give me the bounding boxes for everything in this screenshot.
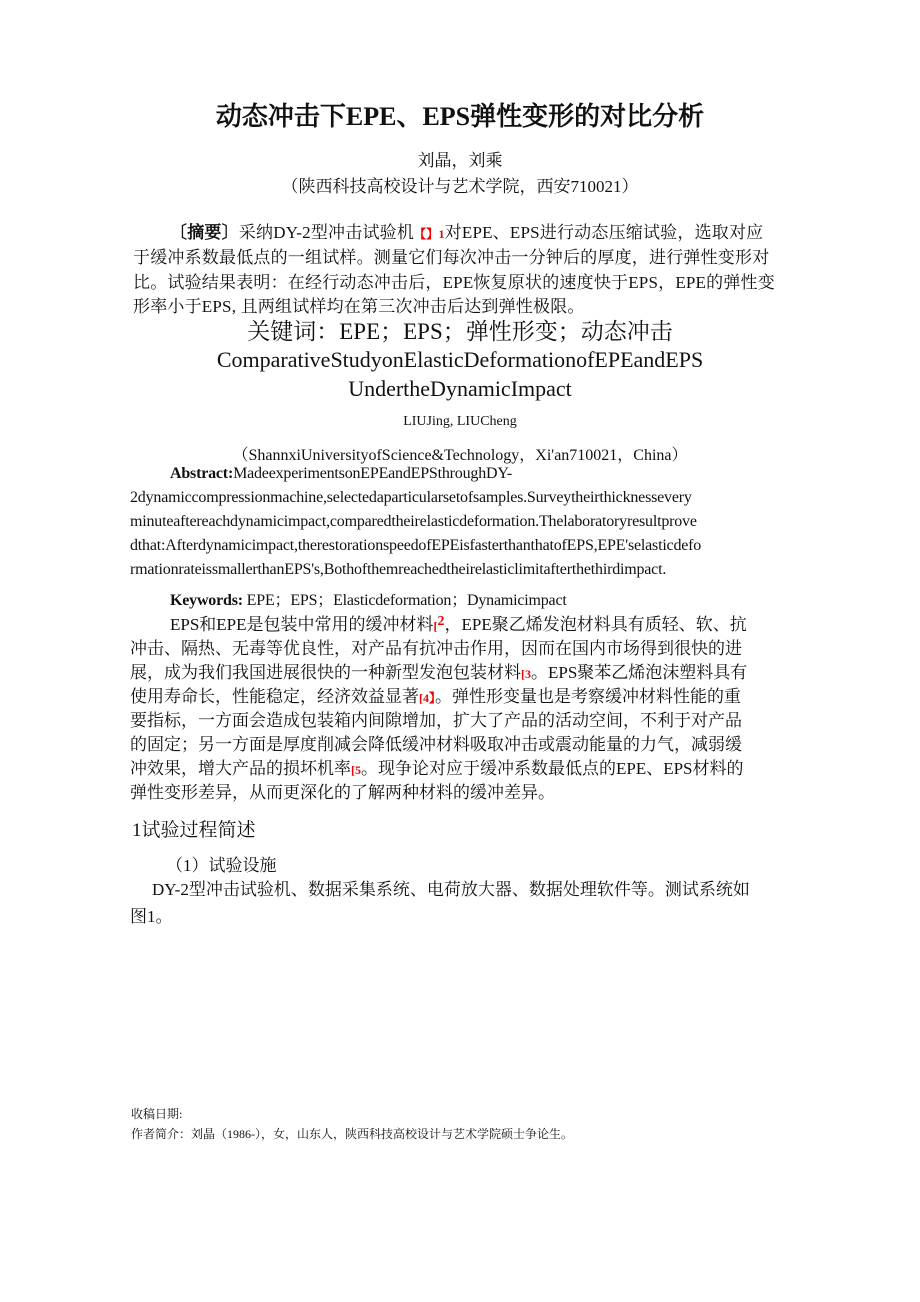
title-en-line: UndertheDynamicImpact	[348, 376, 572, 401]
abstract-en-label: Abstract:	[170, 465, 234, 482]
received-date: 收稿日期:	[131, 1107, 183, 1121]
text: ，EPE聚乙烯发泡材料具有质轻、软、抗	[444, 615, 747, 634]
text: MadeexperimentsonEPEandEPSthroughDY-	[233, 465, 513, 482]
section-heading: 1试验过程简述	[132, 820, 256, 841]
citation[interactable]: [3	[521, 667, 531, 681]
text: 。EPS聚苯乙烯泡沫塑料具有	[531, 663, 748, 682]
abstract-en-line: minuteaftereachdynamicimpact,comparedtheirelasticdeformation.Thelaboratoryresultprove	[130, 513, 697, 530]
subsection-heading: （1）试验设施	[166, 856, 277, 875]
para-line	[130, 658, 747, 683]
citation[interactable]: [5	[351, 763, 361, 777]
para-line: 要指标，一方面会造成包装箱内间隙增加，扩大了产品的活动空间，不利于对产品	[130, 711, 742, 730]
text: 。现争论对应于缓冲系数最低点的EPE、EPS材料的	[361, 759, 744, 778]
para-line: 弹性变形差异，从而更深化的了解两种材料的缓冲差异。	[130, 783, 555, 802]
para-line: 冲击、隔热、无毒等优良性，对产品有抗冲击作用，因而在国内市场得到很快的进	[130, 639, 742, 658]
text: EPS和EPE是包装中常用的缓冲材料	[170, 615, 434, 634]
authors-en: LIUJing, LIUCheng	[403, 414, 517, 429]
text: 。弹性形变量也是考察缓冲材料性能的重	[435, 687, 741, 706]
para-line	[170, 610, 747, 635]
abstract-line: 于缓冲系数最低点的一组试样。测量它们每次冲击一分钟后的厚度，进行弹性变形对	[133, 248, 770, 267]
abstract-label: 〔摘要〕	[170, 223, 239, 242]
affiliation: （陕西科技高校设计与艺术学院，西安710021）	[281, 177, 639, 196]
text: 采纳DY-2型冲击试验机	[238, 223, 415, 242]
text: 使用寿命长，性能稳定，经济效益显著	[130, 687, 419, 706]
paper-title: 动态冲击下EPE、EPS弹性变形的对比分析	[215, 102, 705, 131]
text: 对EPE、EPS进行动态压缩试验，选取对应	[444, 223, 764, 242]
para-line: 的固定；另一方面是厚度削减会降低缓冲材料吸取冲击或震动能量的力气，减弱缓	[130, 735, 742, 754]
citation[interactable]: [4】	[419, 691, 435, 705]
authors: 刘晶，刘乘	[417, 151, 503, 170]
text: 冲效果，增大产品的损坏机率	[130, 759, 351, 778]
abstract-line: 形率小于EPS, 且两组试样均在第三次冲击后达到弹性极限。	[133, 297, 585, 316]
abstract-en-line: rmationrateissmallerthanEPS's,Bothofthemreachedtheirelasticlimitafterthethirdimpact.	[130, 561, 667, 578]
keywords-en	[170, 587, 567, 610]
para-line	[130, 754, 744, 779]
abstract-line	[170, 218, 763, 243]
citation[interactable]: [2	[433, 614, 445, 633]
keywords-cn: 关键词：EPE；EPS；弹性形变；动态冲击	[247, 319, 673, 344]
author-bio: 作者简介：刘晶（1986-），女，山东人，陕西科技高校设计与艺术学院硕士争论生。	[131, 1127, 573, 1141]
keywords-en-label: Keywords:	[170, 592, 243, 609]
text: 展，成为我们我国进展很快的一种新型发泡包装材料	[130, 663, 521, 682]
abstract-en-line: 2dynamiccompressionmachine,selectedaparticularsetofsamples.Surveytheirthicknessevery	[130, 489, 692, 506]
affiliation-en: （ShannxiUniversityofScience&Technology，Xi'an710021，China）	[232, 447, 688, 464]
abstract-en-line: dthat:Afterdynamicimpact,therestorationspeedofEPEisfasterthanthatofEPS,EPE'selasticdefo	[130, 537, 702, 554]
abstract-line: 比。试验结果表明：在经行动态冲击后，EPE恢复原状的速度快于EPS，EPE的弹性变	[133, 273, 775, 292]
para-line: 图1。	[130, 907, 173, 926]
para-line: DY-2型冲击试验机、数据采集系统、电荷放大器、数据处理软件等。测试系统如	[152, 880, 750, 899]
title-en-line: ComparativeStudyonElasticDeformationofEPEandEPS	[216, 347, 704, 372]
citation[interactable]: 【】1	[414, 227, 445, 241]
text: EPE；EPS；Elasticdeformation；Dynamicimpact	[246, 592, 567, 609]
para-line	[130, 682, 741, 707]
abstract-en-line	[170, 465, 512, 483]
